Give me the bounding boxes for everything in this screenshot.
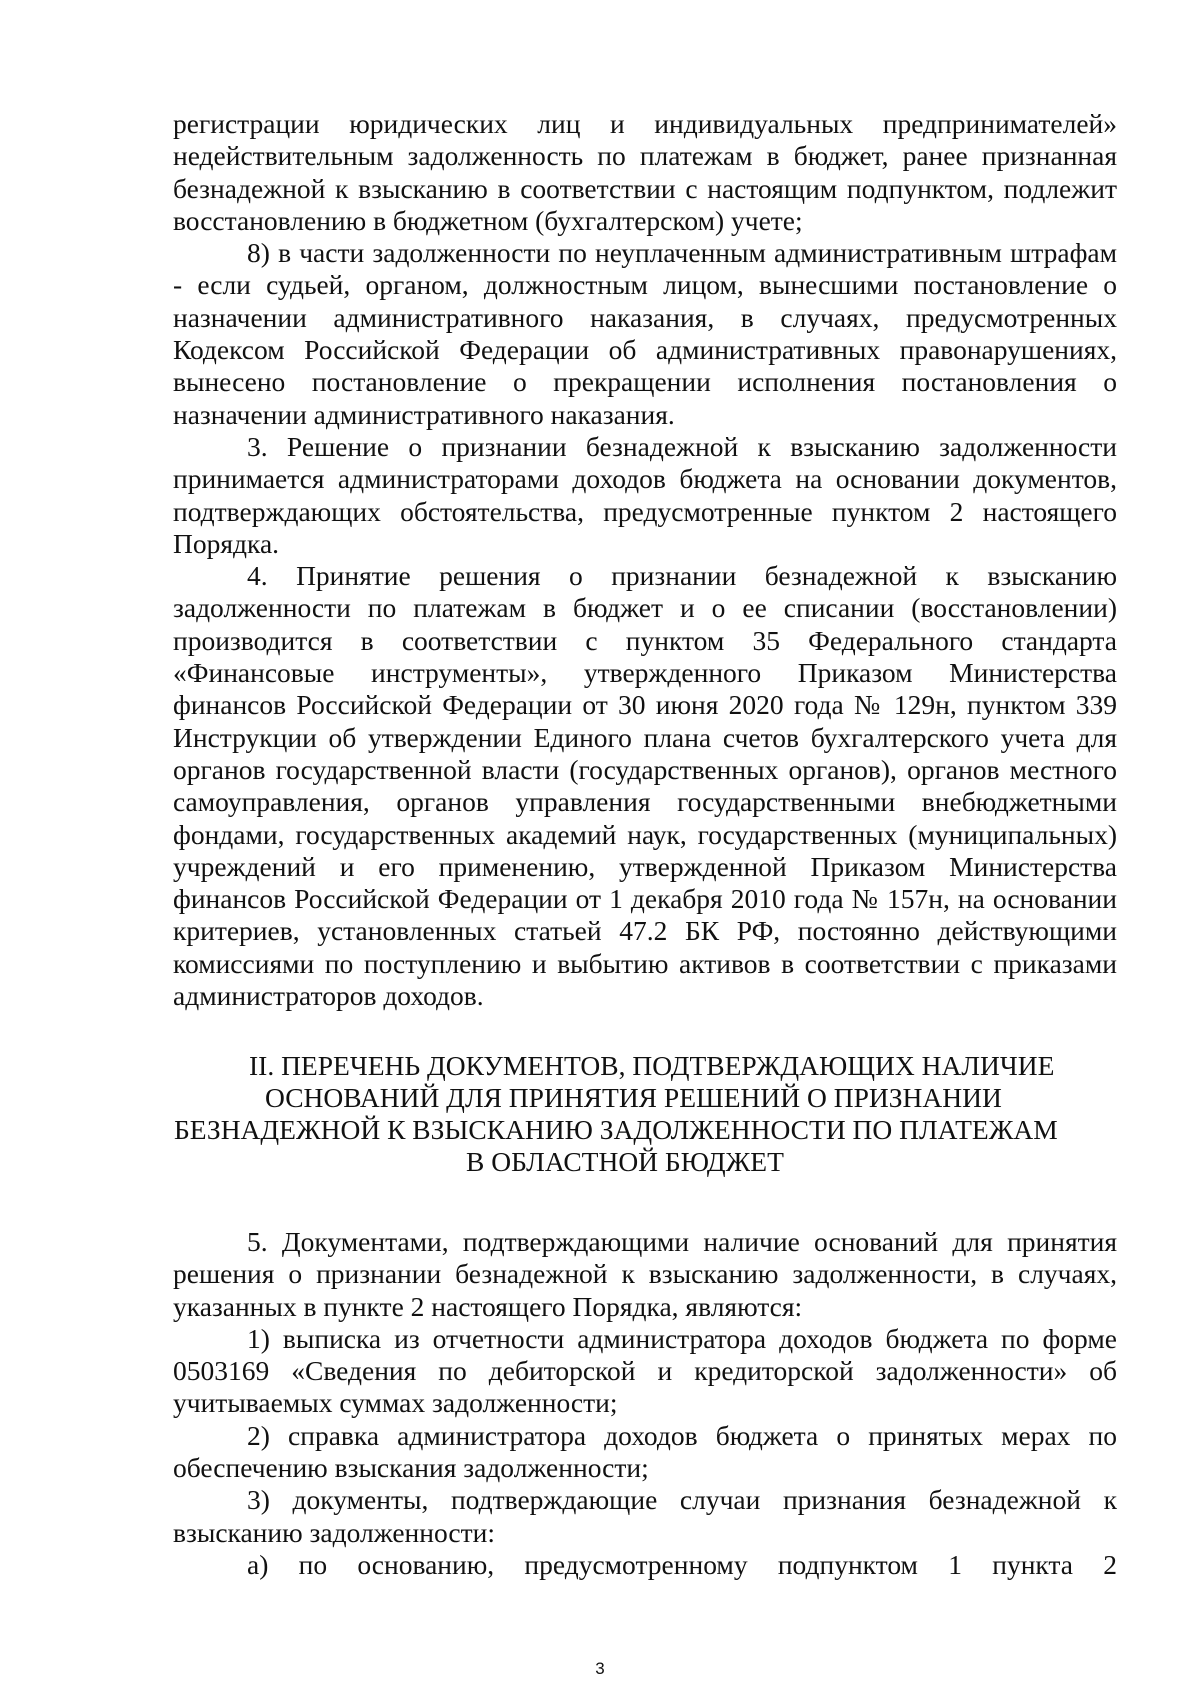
section-heading bbox=[173, 1050, 1117, 1178]
point-4-paragraph: 4. Принятие решения о признании безнадежной к взысканию задолженности по платежам в бюджет и о ее списании (восстановлении) производится в соответствии с пунктом 35 Федерального стандарта «Финансовые инструменты», утвержденного Приказом Министерства финансов Российской Федерации от 30 июня 2020 года № 129н, пунктом 339 Инструкции об утверждении Единого плана счетов бухгалтерского учета для органов государственной власти (государственных органов), органов местного самоуправления, органов управления государственными внебюджетными фондами, государственных академий наук, государственных (муниципальных) учреждений и его применению, утвержденной Приказом Министерства финансов Российской Федерации от 1 декабря 2010 года № 157н, на основании критериев, установленных статьей 47.2 БК РФ, постоянно действующими комиссиями по поступлению и выбытию активов в соответствии с приказами администраторов доходов. bbox=[173, 560, 1117, 1012]
intro-paragraph: регистрации юридических лиц и индивидуальных предпринимателей» недействительным задолженность по платежам в бюджет, ранее признанная безнадежной к взысканию в соответствии с настоящим подпунктом, подлежит восстановлению в бюджетном (бухгалтерском) учете; bbox=[173, 108, 1117, 236]
section-heading-line: ОСНОВАНИЙ ДЛЯ ПРИНЯТИЯ РЕШЕНИЙ О ПРИЗНАНИИ bbox=[265, 1082, 1002, 1113]
text-block-upper bbox=[173, 108, 1117, 1012]
section-heading-line: БЕЗНАДЕЖНОЙ К ВЗЫСКАНИЮ ЗАДОЛЖЕННОСТИ ПО ПЛАТЕЖАМ bbox=[174, 1114, 1058, 1145]
point-3-paragraph: 3. Решение о признании безнадежной к взысканию задолженности принимается администраторами доходов бюджета на основании документов, подтверждающих обстоятельства, предусмотренные пунктом 2 настоящего Порядка. bbox=[173, 430, 1117, 559]
subpoint-2-paragraph: 2) справка администратора доходов бюджета о принятых мерах по обеспечению взыскания задолженности; bbox=[173, 1419, 1117, 1484]
text-block-lower bbox=[173, 1226, 1117, 1581]
page-number: 3 bbox=[595, 1659, 605, 1678]
point-5-paragraph: 5. Документами, подтверждающими наличие оснований для принятия решения о признании безнадежной к взысканию задолженности, в случаях, указанных в пункте 2 настоящего Порядка, являются: bbox=[173, 1226, 1117, 1322]
section-heading-line: В ОБЛАСТНОЙ БЮДЖЕТ bbox=[466, 1146, 784, 1177]
subpoint-3-paragraph: 3) документы, подтверждающие случаи признания безнадежной к взысканию задолженности: bbox=[173, 1484, 1117, 1548]
item-8-paragraph: 8) в части задолженности по неуплаченным административным штрафам - если судьей, органом, должностным лицом, вынесшими постановление о назначении административного наказания, в случаях, предусмотренных Кодексом Российской Федерации об административных правонарушениях, вынесено постановление о прекращении исполнения постановления о назначении административного наказания. bbox=[173, 237, 1117, 430]
section-heading-line: II. ПЕРЕЧЕНЬ ДОКУМЕНТОВ, ПОДТВЕРЖДАЮЩИХ НАЛИЧИЕ bbox=[249, 1050, 1055, 1081]
subpoint-1-paragraph: 1) выписка из отчетности администратора доходов бюджета по форме 0503169 «Сведения по дебиторской и кредиторской задолженности» об учитываемых суммах задолженности; bbox=[173, 1322, 1117, 1419]
subpoint-a-paragraph: а) по основанию, предусмотренному подпунктом 1 пункта 2 bbox=[247, 1548, 1117, 1580]
